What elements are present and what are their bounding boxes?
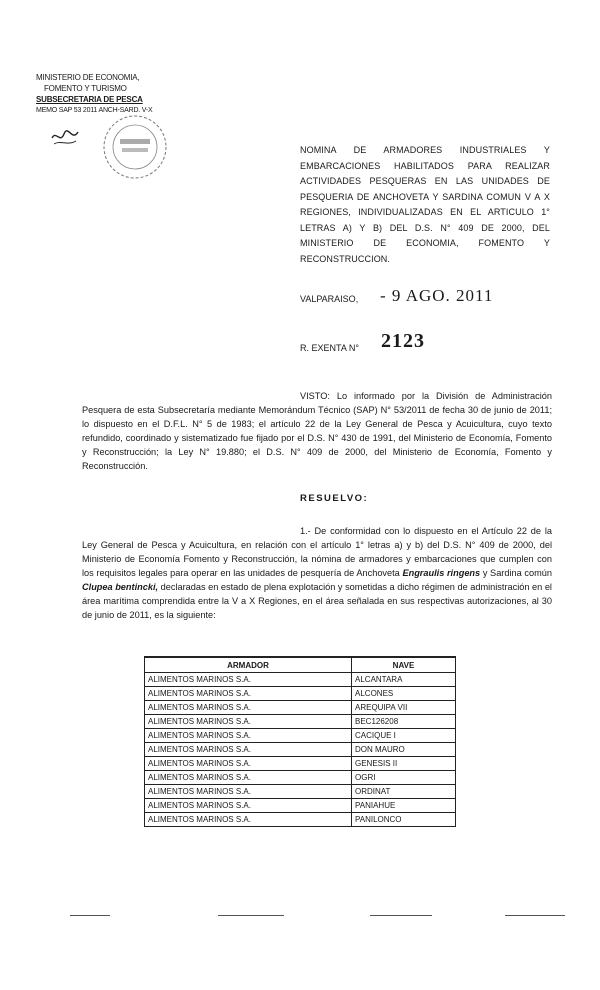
point1-text-a: 1.- De conformidad con lo dispuesto en el Artículo 22 de la Ley General de Pesca y Acuicultura, en relación con el artículo 1° letras a) y b) del D.S. N° 409 de 2000, del Ministerio de Economía Fomento y Reconstrucción, la nómina de armadores y embarcaciones que cumplen con los requisitos legales para operar en las unidades de pesquería de Anchoveta bbox=[82, 526, 552, 578]
nave-cell: CACIQUE I bbox=[352, 729, 456, 743]
table-row bbox=[145, 771, 456, 785]
nave-cell: PANIAHUE bbox=[352, 799, 456, 813]
table-row bbox=[145, 673, 456, 687]
footer-divider bbox=[370, 915, 432, 916]
visto-text: VISTO: Lo informado por la División de Administración Pesquera de esta Subsecretaría mediante Memorándum Técnico (SAP) N° 53/2011 de fecha 30 de junio de 2011; lo dispuesto en el D.F.L. N° 5 de 1983; el artículo 22 de la Ley General de Pesca y Acuicultura, cuyo texto refundido, coordinado y sistematizado fue fijado por el D.S. N° 430 de 1991, del Ministerio de Economía, Fomento y Reconstrucción; la Ley N° 19.880; el D.S. N° 409 de 2000, del Ministerio de Economía, Fomento y Reconstrucción. bbox=[82, 391, 552, 471]
nave-cell: BEC126208 bbox=[352, 715, 456, 729]
resolution-title: NOMINA DE ARMADORES INDUSTRIALES Y EMBARCACIONES HABILITADOS PARA REALIZAR ACTIVIDADES PESQUERAS EN LAS UNIDADES DE PESQUERIA DE ANCHOVETA Y SARDINA COMUN V A X REGIONES, INDIVIDUALIZADAS EN EL ARTICULO 1° LETRAS A) Y B) DEL D.S. N° 409 DE 2000, DEL MINISTERIO DE ECONOMIA, FOMENTO Y RECONSTRUCCION. bbox=[300, 145, 550, 264]
nave-cell: DON MAURO bbox=[352, 743, 456, 757]
vessel-table bbox=[144, 656, 456, 827]
nave-cell: ORDINAT bbox=[352, 785, 456, 799]
subsecretariat-name: SUBSECRETARIA DE PESCA bbox=[36, 95, 143, 104]
armador-cell: ALIMENTOS MARINOS S.A. bbox=[145, 813, 352, 827]
footer-divider bbox=[505, 915, 565, 916]
table-row bbox=[145, 729, 456, 743]
armador-cell: ALIMENTOS MARINOS S.A. bbox=[145, 715, 352, 729]
table-row bbox=[145, 757, 456, 771]
armador-cell: ALIMENTOS MARINOS S.A. bbox=[145, 687, 352, 701]
table-row bbox=[145, 715, 456, 729]
species-anchoveta: Engraulis ringens bbox=[402, 568, 481, 578]
table-row bbox=[145, 799, 456, 813]
table-row bbox=[145, 701, 456, 715]
nave-cell: PANILONCO bbox=[352, 813, 456, 827]
point1-text-c: declaradas en estado de plena explotación y sometidas a dicho régimen de administración en el área marítima comprendida entre la V a X Regiones, en el área señalada en sus respectivas autorizaciones, al 30 de junio de 2011, es la siguiente: bbox=[82, 582, 552, 620]
table-row bbox=[145, 785, 456, 799]
resuelvo-heading: RESUELVO: bbox=[300, 493, 369, 504]
armador-cell: ALIMENTOS MARINOS S.A. bbox=[145, 757, 352, 771]
table-row bbox=[145, 687, 456, 701]
armador-cell: ALIMENTOS MARINOS S.A. bbox=[145, 701, 352, 715]
place-label: VALPARAISO, bbox=[300, 294, 359, 304]
nave-cell: AREQUIPA VII bbox=[352, 701, 456, 715]
letterhead bbox=[36, 72, 152, 116]
armador-cell: ALIMENTOS MARINOS S.A. bbox=[145, 785, 352, 799]
species-sardina: Clupea bentincki, bbox=[82, 582, 159, 592]
nave-cell: ALCONES bbox=[352, 687, 456, 701]
armador-cell: ALIMENTOS MARINOS S.A. bbox=[145, 743, 352, 757]
table-row bbox=[145, 743, 456, 757]
footer-divider bbox=[70, 915, 110, 916]
date-stamp: - 9 AGO. 2011 bbox=[380, 286, 494, 305]
memo-reference: MEMO SAP 53 2011 ANCH-SARD. V-X bbox=[36, 107, 153, 114]
footer-divider bbox=[218, 915, 284, 916]
visto-paragraph bbox=[82, 389, 552, 473]
nave-cell: ALCANTARA bbox=[352, 673, 456, 687]
table-row bbox=[145, 813, 456, 827]
ministry-subname: FOMENTO Y TURISMO bbox=[44, 84, 127, 93]
armador-cell: ALIMENTOS MARINOS S.A. bbox=[145, 729, 352, 743]
table-header-row bbox=[145, 657, 456, 673]
column-header-armador: ARMADOR bbox=[145, 657, 352, 673]
armador-cell: ALIMENTOS MARINOS S.A. bbox=[145, 771, 352, 785]
point1-text-b: y Sardina común bbox=[482, 568, 552, 578]
nave-cell: OGRI bbox=[352, 771, 456, 785]
ministry-name: MINISTERIO DE ECONOMIA, bbox=[36, 73, 140, 82]
resolution-number: 2123 bbox=[381, 330, 425, 352]
armador-cell: ALIMENTOS MARINOS S.A. bbox=[145, 799, 352, 813]
resolution-label: R. EXENTA N° bbox=[300, 343, 359, 353]
signature-icon bbox=[50, 126, 80, 148]
office-seal-icon bbox=[100, 112, 170, 182]
nave-cell: GENESIS II bbox=[352, 757, 456, 771]
column-header-nave: NAVE bbox=[352, 657, 456, 673]
resolution-point-1 bbox=[82, 524, 552, 622]
armador-cell: ALIMENTOS MARINOS S.A. bbox=[145, 673, 352, 687]
